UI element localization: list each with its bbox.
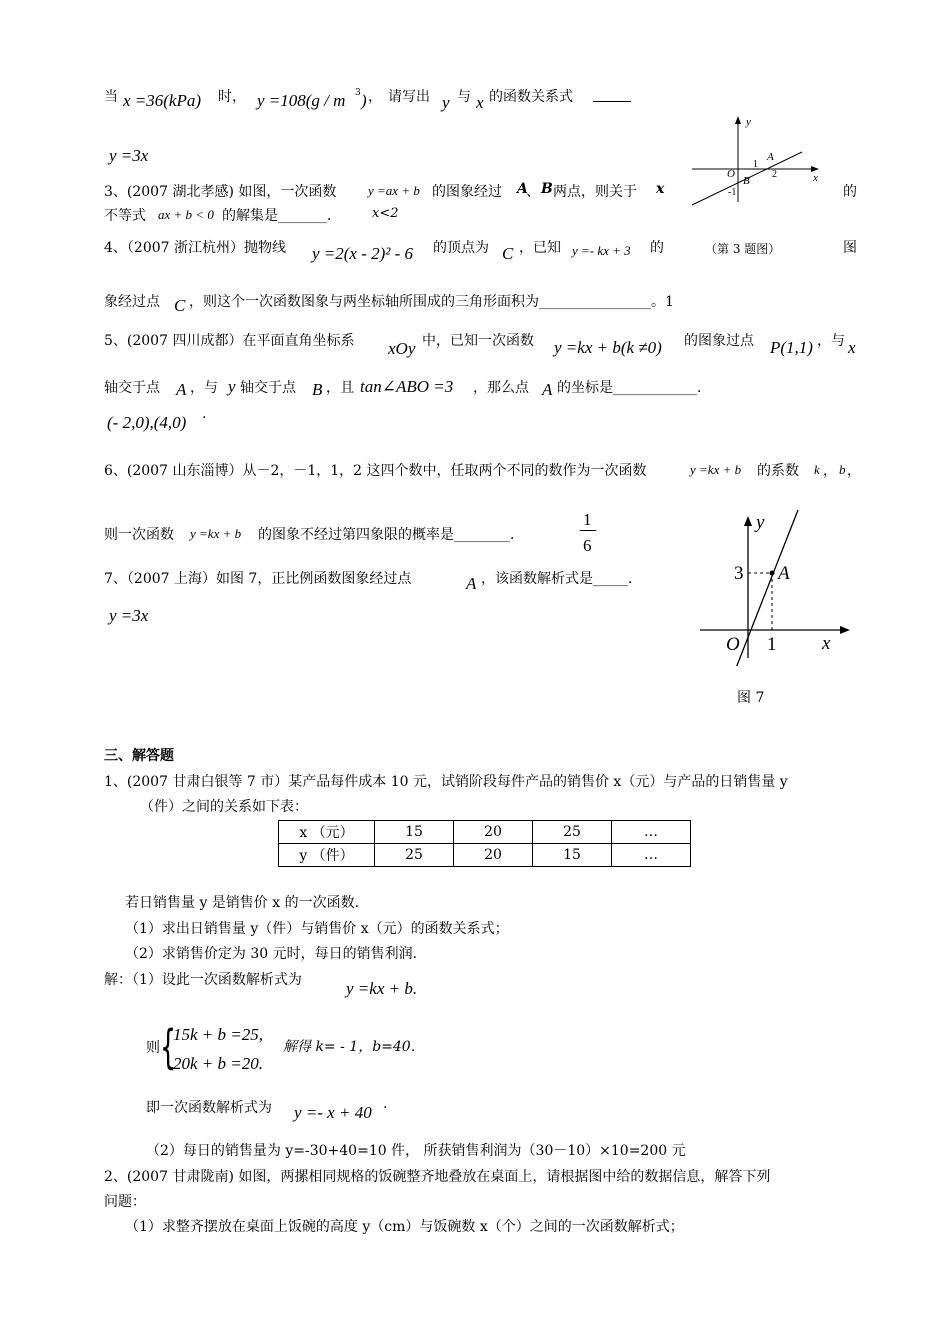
var-y: y xyxy=(442,93,450,112)
q4-text-1a: 4、（2007 浙江杭州）抛物线 xyxy=(104,240,286,256)
q6-text-2b: 的图象不经过第四象限的概率是________． xyxy=(258,527,524,543)
q5-tan: tan∠ABO =3 xyxy=(360,377,454,396)
equation-2: 20k + b =20. xyxy=(173,1054,263,1073)
text-ze: 则 xyxy=(146,1040,160,1056)
q3-text-1b: 的图象经过 xyxy=(432,184,502,200)
q5-var-x: x xyxy=(848,338,856,357)
q6-formula: y =kx + b xyxy=(690,462,742,477)
q5-point-b: B xyxy=(312,380,323,399)
formula-close-paren: ) xyxy=(361,91,367,110)
q3-text-1c: 两点，则关于 xyxy=(553,184,637,200)
q7-text-1b: ，该函数解析式是_____． xyxy=(481,571,642,587)
q6-text-2a: 则一次函数 xyxy=(104,527,174,543)
fig3-point-b: B xyxy=(743,175,750,187)
p2-line-1: 2、(2007 甘肃陇南) 如图，两摞相同规格的饭碗整齐地叠放在桌面上，请根据图中给的数据信息，解答下列 xyxy=(104,1169,771,1185)
q4-point-c: C xyxy=(502,244,514,263)
p1-question-1: （1）求出日销售量 y（件）与销售价 x（元）的函数关系式； xyxy=(125,921,509,937)
q4-formula-parabola: y =2(x - 2)² - 6 xyxy=(312,244,414,263)
q3-de: 的 xyxy=(843,184,857,200)
q3-text-2a: 不等式 xyxy=(104,208,146,224)
equation-1: 15k + b =25, xyxy=(173,1025,263,1044)
q3-answer: x<2 xyxy=(372,206,399,221)
table-cell: 20 xyxy=(454,844,533,867)
q5-text-1c: 的图象过点 xyxy=(684,333,754,349)
q5-formula: y =kx + b(k ≠0) xyxy=(554,338,662,357)
q5-answer-dot: . xyxy=(202,406,207,422)
fig7-point-a-dot xyxy=(770,571,775,576)
q3-text-2b: 的解集是_______． xyxy=(222,208,341,224)
table-cell: 15 xyxy=(375,821,454,844)
text-comma: ， xyxy=(368,89,382,105)
fig3-tick-1: 1 xyxy=(753,159,758,170)
q5-text-2b: ，与 xyxy=(190,380,218,396)
var-x: x xyxy=(476,93,484,112)
q3-sep: 、 xyxy=(526,184,540,200)
q5-text-1d: ，与 xyxy=(817,333,845,349)
q4-text-2b: ，则这个一次函数图象与两坐标轴所围成的三角形面积为________________。1 xyxy=(189,294,674,310)
q6-formula-2: y =kx + b xyxy=(190,526,242,541)
fig3-tick-neg1: -1 xyxy=(728,187,737,198)
q5-xoy: xOy xyxy=(388,339,416,358)
table-row xyxy=(279,821,691,844)
fig3-point-a: A xyxy=(767,151,774,163)
solution-intro: 解：（1）设此一次函数解析式为 xyxy=(104,972,302,988)
formula-x-kpa: x =36(kPa) xyxy=(123,91,202,110)
fig3-x-label: x xyxy=(813,172,818,184)
q4-text-1c: ，已知 xyxy=(519,240,561,256)
table-cell: 25 xyxy=(533,821,612,844)
table-cell: … xyxy=(612,821,691,844)
solved-values: 解得 k= - 1，b=40． xyxy=(283,1039,425,1055)
q6-fraction-bar xyxy=(580,530,596,531)
part-2-solution: （2）每日的销售量为 y=-30+40=10 件， 所获销售利润为（30－10）×10=200 元 xyxy=(146,1143,686,1159)
fig7-y-label: y xyxy=(756,512,765,533)
q5-point-a2: A xyxy=(542,380,553,399)
table-row xyxy=(279,844,691,867)
result-intro: 即一次函数解析式为 xyxy=(146,1100,272,1116)
q3-var-x: x xyxy=(656,181,665,197)
q6-text-1a: 6、(2007 山东淄博）从－2，－1，1，2 这四个数中，任取两个不同的数作为一次函数 xyxy=(104,463,647,479)
system-brace: { xyxy=(160,1020,177,1074)
q6-end: ， xyxy=(847,463,861,479)
p1-line-3: 若日销售量 y 是销售价 x 的一次函数． xyxy=(125,895,369,911)
q4-text-2a: 象经过点 xyxy=(104,294,160,310)
result-dot: . xyxy=(383,1096,388,1112)
formula-y-density: y =108(g / m xyxy=(257,91,346,110)
q5-text-1a: 5、(2007 四川成都）在平面直角坐标系 xyxy=(104,333,355,349)
text-shi: 时， xyxy=(218,89,246,105)
p1-line-2: （件）之间的关系如下表： xyxy=(140,799,308,815)
answer-y-3x: y =3x xyxy=(109,146,149,165)
table-cell: … xyxy=(612,844,691,867)
q4-tu: 图 xyxy=(843,240,857,256)
q5-var-y: y xyxy=(228,377,236,396)
fig3-y-label: y xyxy=(746,116,751,128)
p2-line-2: 问题： xyxy=(104,1194,146,1210)
q6-sep: ， xyxy=(823,463,837,479)
q6-fraction-denominator: 6 xyxy=(583,536,592,555)
q3-text-1: 3、(2007 湖北孝感) 如图，一次函数 xyxy=(104,184,337,200)
q3-point-b: B xyxy=(541,181,553,197)
result-formula: y =- x + 40 xyxy=(294,1103,372,1122)
section-3-title: 三、解答题 xyxy=(104,748,174,764)
p1-question-2: （2）求销售价定为 30 元时，每日的销售利润． xyxy=(125,946,427,962)
p1-line-1: 1、(2007 甘肃白银等 7 市）某产品每件成本 10 元，试销阶段每件产品的销售价 x（元）与产品的日销售量 y xyxy=(104,774,788,790)
q7-answer: y =3x xyxy=(109,606,149,625)
sales-table xyxy=(278,820,691,867)
q3-inequality: ax + b < 0 xyxy=(158,207,214,222)
fig3-tick-2: 2 xyxy=(772,169,777,180)
fig3-y-arrow xyxy=(735,116,741,124)
q5-text-1b: 中，已知一次函数 xyxy=(422,333,534,349)
text-yu: 与 xyxy=(457,89,471,105)
solution-formula: y =kx + b. xyxy=(346,979,418,998)
table-cell: y （件） xyxy=(279,844,375,867)
fig7-origin: O xyxy=(726,634,740,655)
q7-text-1a: 7、（2007 上海）如图 7，正比例函数图象经过点 xyxy=(104,571,412,587)
fig7-x-label: x xyxy=(822,633,831,654)
table-cell: 25 xyxy=(375,844,454,867)
q6-var-k: k xyxy=(814,462,820,477)
figure-3-caption: （第 3 题图） xyxy=(705,242,781,256)
p2-question-1: （1）求整齐摆放在桌面上饭碗的高度 y（cm）与饭碗数 x（个）之间的一次函数解析式； xyxy=(125,1219,684,1235)
fig7-tick-3: 3 xyxy=(734,563,744,584)
q6-fraction-numerator: 1 xyxy=(583,510,592,529)
q5-point-a: A xyxy=(176,380,187,399)
q3-point-a: A xyxy=(517,181,528,197)
q4-formula-line: y =- kx + 3 xyxy=(572,243,631,258)
q6-text-1b: 的系数 xyxy=(757,463,799,479)
fig7-y-arrow xyxy=(744,516,752,526)
table-cell: x （元） xyxy=(279,821,375,844)
q3-formula: y =ax + b xyxy=(368,183,420,198)
fig7-x-arrow xyxy=(840,626,850,634)
superscript-3: 3 xyxy=(355,88,361,98)
figure-7-graph xyxy=(690,506,860,666)
fig7-tick-1: 1 xyxy=(767,634,777,655)
table-cell: 20 xyxy=(454,821,533,844)
q5-text-2c: 轴交于点 xyxy=(240,380,296,396)
q4-de: 的 xyxy=(650,240,664,256)
fig7-point-a-label: A xyxy=(778,563,790,584)
q4-text-1b: 的顶点为 xyxy=(433,240,489,256)
q5-answer: (- 2,0),(4,0) xyxy=(107,413,187,432)
q5-point-p: P(1,1) xyxy=(770,338,813,357)
text-ask: 请写出 xyxy=(388,89,430,105)
figure-3-graph xyxy=(686,112,836,208)
figure-7-caption: 图 7 xyxy=(737,690,765,706)
q5-text-2f: 的坐标是____________． xyxy=(557,380,711,396)
q5-text-2a: 轴交于点 xyxy=(104,380,160,396)
text-dang: 当 xyxy=(104,89,118,105)
text-relation: 的函数关系式 xyxy=(489,89,573,105)
q6-var-b: b xyxy=(839,462,846,477)
q5-text-2d: ，且 xyxy=(326,380,354,396)
table-cell: 15 xyxy=(533,844,612,867)
q5-text-2e: ，那么点 xyxy=(473,380,529,396)
q7-point-a: A xyxy=(466,574,477,593)
answer-blank xyxy=(593,100,631,102)
q4-point-c2: C xyxy=(174,296,186,315)
fig3-origin: O xyxy=(727,168,735,180)
